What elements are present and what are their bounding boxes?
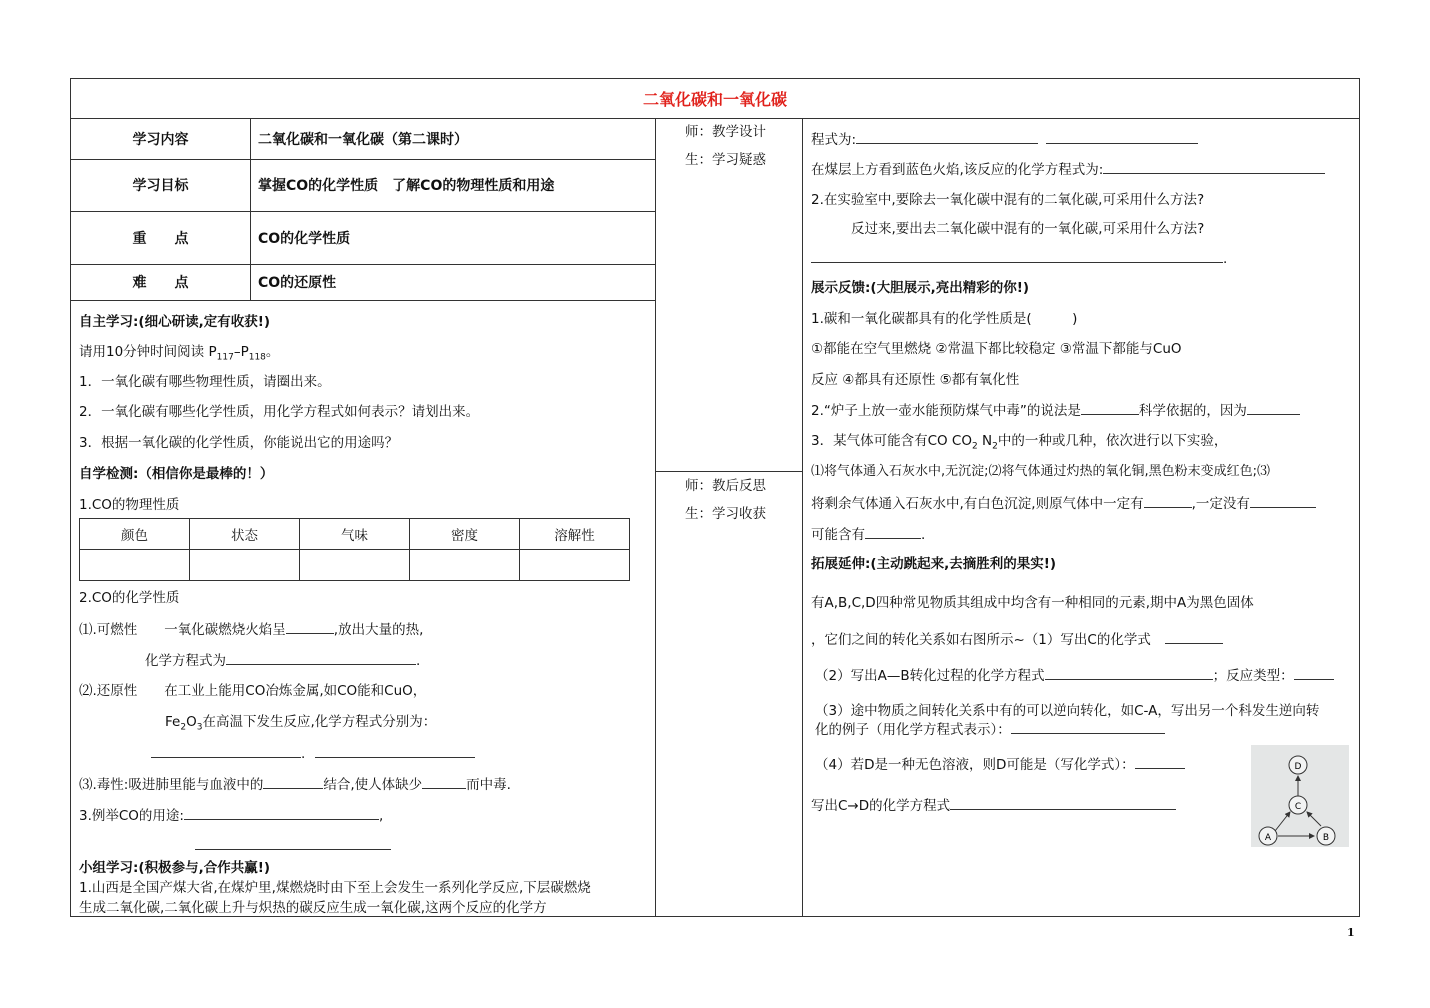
- table-header: 颜色: [80, 519, 190, 550]
- middle-row-line: [655, 471, 802, 472]
- answer-blank[interactable]: [286, 620, 334, 634]
- combustibility-line: ⑴.可燃性 一氧化碳燃烧火焰呈 ,放出大量的热,: [79, 622, 424, 638]
- answer-blank[interactable]: [811, 249, 1223, 263]
- column-divider-left: [655, 119, 656, 916]
- answer-blank[interactable]: [195, 836, 391, 850]
- question-2: 2．一氧化碳有哪些化学性质，用化学方程式如何表示？请划出来。: [79, 404, 480, 420]
- feedback-heading: 展示反馈:(大胆展示,亮出精彩的你!): [811, 280, 1030, 296]
- student-questions: 生：学习疑惑: [685, 152, 766, 168]
- reading-task: 请用10分钟时间阅读 $P_{117}-P_{118}$。: [79, 344, 280, 363]
- group-study-heading: 小组学习:(积极参与,合作共赢!): [79, 860, 271, 876]
- answer-blank[interactable]: [1046, 130, 1198, 144]
- table-cell[interactable]: [300, 550, 410, 581]
- physical-properties-table: [79, 518, 630, 581]
- goal-value: 掌握CO的化学性质 了解CO的物理性质和用途: [258, 178, 555, 194]
- feedback-q3-possible: 可能含有 .: [811, 527, 926, 543]
- info-label-divider: [250, 119, 251, 300]
- table-header: 溶解性: [520, 519, 630, 550]
- table-header: 气味: [300, 519, 410, 550]
- student-gains: 生：学习收获: [685, 506, 766, 522]
- equation-line: 化学方程式为 .: [145, 653, 421, 669]
- difficulty-value: CO的还原性: [258, 275, 337, 291]
- goal-label: 学习目标: [132, 178, 189, 194]
- answer-blank[interactable]: [226, 651, 416, 665]
- content-value: 二氧化碳和一氧化碳（第二课时）: [258, 132, 468, 148]
- uses-line: 3.例举CO的用途: ,: [79, 808, 384, 824]
- group-question-1: 1.山西是全国产煤大省,在煤炉里,煤燃烧时由下至上会发生一系列化学反应,下层碳燃烧: [79, 880, 591, 896]
- content-label: 学习内容: [132, 132, 189, 148]
- answer-blank[interactable]: [1144, 494, 1192, 508]
- feedback-q3-steps: ⑴将气体通入石灰水中,无沉淀;⑵将气体通过灼热的氧化铜,黑色粉末变成红色;⑶: [811, 464, 1271, 479]
- question-3: 3．根据一氧化碳的化学性质，你能说出它的用途吗？: [79, 435, 399, 451]
- node-d-label: D: [1294, 762, 1302, 772]
- reverse-question: 反过来,要出去二氧化碳中混有的一氧化碳,可采用什么方法?: [851, 221, 1205, 237]
- reduction-equations: .: [151, 744, 475, 763]
- node-a-label: A: [1264, 833, 1272, 843]
- physical-properties-label: 1.CO的物理性质: [79, 497, 180, 513]
- teacher-design: 师：教学设计: [685, 124, 766, 140]
- extension-heading: 拓展延伸:(主动跳起来,去摘胜利的果实!): [811, 556, 1057, 572]
- uses-line-2: [195, 836, 391, 855]
- conversion-diagram: [1251, 745, 1349, 847]
- answer-blank[interactable]: [1250, 494, 1316, 508]
- column-divider-right: [802, 119, 803, 916]
- answer-blank[interactable]: [856, 130, 1038, 144]
- extension-q4: （4）若D是一种无色溶液，则D可能是（写化学式）：: [815, 755, 1185, 774]
- extension-q3-cont: 化的例子（用化学方程式表示）：: [815, 720, 1165, 739]
- answer-blank[interactable]: [865, 525, 921, 539]
- toxicity-line: ⑶.毒性:吸进肺里能与血液中的 结合,使人体缺少 而中毒.: [79, 777, 511, 793]
- answer-blank[interactable]: [1247, 401, 1300, 415]
- page-title: 二氧化碳和一氧化碳: [71, 79, 1359, 119]
- node-c-label: C: [1294, 802, 1302, 812]
- table-cell[interactable]: [80, 550, 190, 581]
- answer-blank[interactable]: [1081, 401, 1139, 415]
- extension-intro: 有A,B,C,D四种常见物质其组成中均含有一种相同的元素,期中A为黑色固体: [811, 595, 1254, 611]
- feedback-q1-options: ①都能在空气里燃烧 ②常温下都比较稳定 ③常温下都能与CuO: [811, 341, 1182, 357]
- key-value: CO的化学性质: [258, 230, 351, 247]
- equation-prompt: 程式为:: [811, 130, 1198, 149]
- self-check-heading: 自学检测:（相信你是最棒的！）: [79, 466, 274, 482]
- answer-blank[interactable]: [1103, 160, 1325, 174]
- answer-blank[interactable]: [184, 806, 379, 820]
- feedback-q1-options-cont: 反应 ④都具有还原性 ⑤都有氧化性: [811, 372, 1020, 388]
- answer-blank[interactable]: [1165, 630, 1223, 644]
- extension-q3: （3）途中物质之间转化关系中有的可以逆向转化，如C-A，写出另一个科发生逆向转: [815, 703, 1320, 719]
- reverse-answer: .: [811, 249, 1227, 268]
- difficulty-label: 难 点: [132, 275, 189, 291]
- feedback-q3: 3．某气体可能含有CO $CO_2$ $N_2$中的一种或几种，依次进行以下实验，: [811, 433, 1228, 452]
- table-cell[interactable]: [520, 550, 630, 581]
- table-cell[interactable]: [410, 550, 520, 581]
- feedback-q1: 1.碳和一氧化碳都具有的化学性质是( ): [811, 311, 1078, 327]
- page-number: 1: [1347, 926, 1355, 939]
- answer-blank[interactable]: [422, 775, 466, 789]
- blue-flame-line: 在煤层上方看到蓝色火焰,该反应的化学方程式为:: [811, 160, 1325, 179]
- answer-blank[interactable]: [1011, 720, 1165, 734]
- table-cell[interactable]: [190, 550, 300, 581]
- node-b-label: B: [1322, 833, 1330, 843]
- answer-blank[interactable]: [950, 796, 1176, 810]
- answer-blank[interactable]: [1294, 666, 1334, 680]
- answer-blank[interactable]: [1045, 666, 1213, 680]
- table-header: 密度: [410, 519, 520, 550]
- question-1: 1．一氧化碳有哪些物理性质，请圈出来。: [79, 374, 331, 390]
- answer-blank[interactable]: [151, 744, 301, 758]
- self-study-heading: 自主学习:(细心研读,定有收获!): [79, 314, 271, 330]
- teacher-reflection: 师：教后反思: [685, 478, 766, 494]
- extension-q1: ，它们之间的转化关系如右图所示~（1）写出C的化学式: [811, 630, 1223, 649]
- extension-q2: （2）写出A—B转化过程的化学方程式 ；反应类型：: [815, 666, 1334, 685]
- chemical-properties-label: 2.CO的化学性质: [79, 590, 180, 606]
- key-label: 重 点: [132, 230, 189, 247]
- table-header: 状态: [190, 519, 300, 550]
- info-row-line: [71, 300, 655, 301]
- reducibility-line: ⑵.还原性 在工业上能用CO冶炼金属,如CO能和CuO，: [79, 683, 427, 699]
- extension-q5: 写出C→D的化学方程式: [811, 796, 1176, 815]
- group-question-1-cont: 生成二氧化碳,二氧化碳上升与炽热的碳反应生成一氧化碳,这两个反应的化学方: [79, 900, 547, 916]
- iron-oxide-line: $Fe_2O_3$在高温下发生反应,化学方程式分别为：: [165, 714, 437, 733]
- feedback-q3-result: 将剩余气体通入石灰水中,有白色沉淀,则原气体中一定有 ,一定没有: [811, 494, 1316, 513]
- answer-blank[interactable]: [1135, 755, 1185, 769]
- answer-blank[interactable]: [315, 744, 475, 758]
- feedback-q2: 2.“炉子上放一壶水能预防煤气中毒”的说法是 科学依据的，因为: [811, 401, 1300, 420]
- answer-blank[interactable]: [263, 775, 323, 789]
- lab-question: 2.在实验室中,要除去一氧化碳中混有的二氧化碳,可采用什么方法?: [811, 192, 1205, 208]
- worksheet-frame: [70, 78, 1360, 917]
